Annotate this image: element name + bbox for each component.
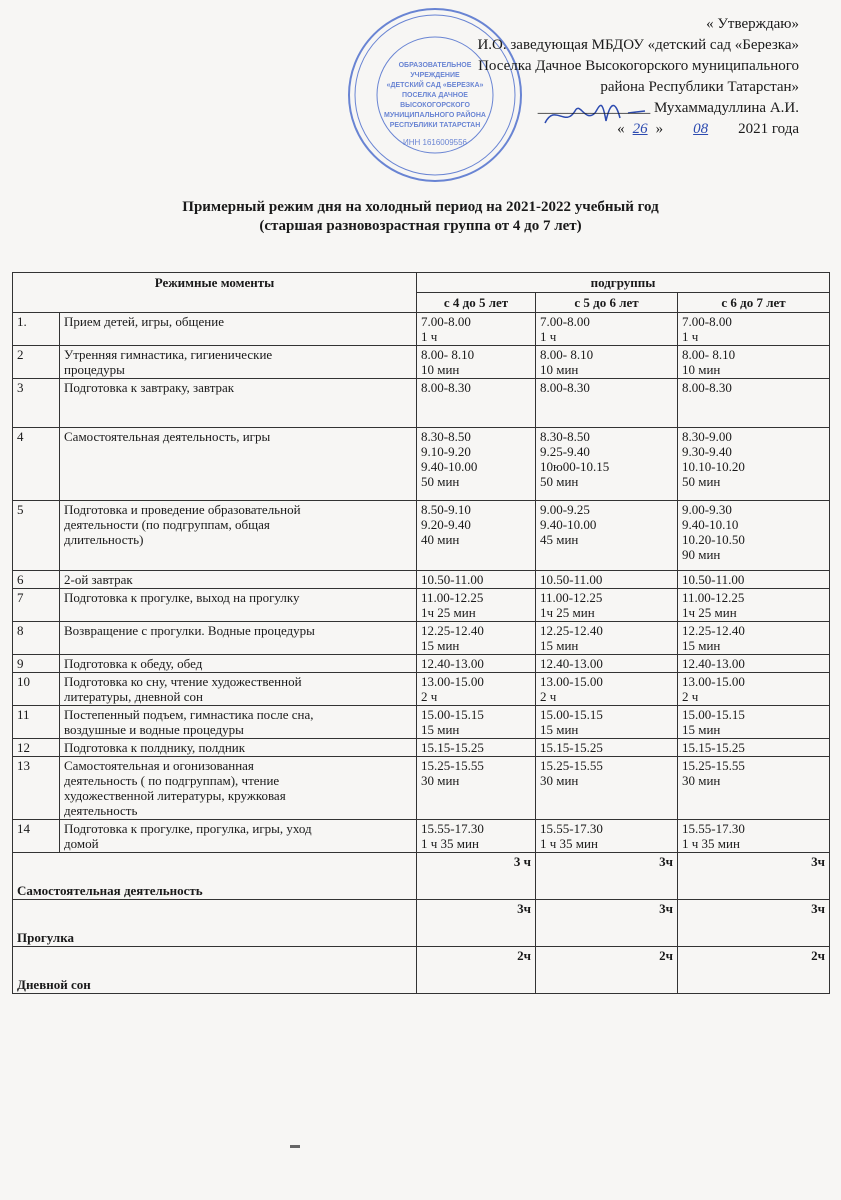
time-group-6-7: 13.00-15.00 2 ч: [678, 673, 830, 706]
row-number: 11: [13, 706, 60, 739]
title-line-1: Примерный режим дня на холодный период на 2021-2022 учебный год: [182, 199, 659, 215]
summary-label: Прогулка: [13, 900, 417, 947]
table-row: [13, 739, 830, 757]
time-group-5-6: 11.00-12.25 1ч 25 мин: [536, 589, 678, 622]
summary-value: 2ч: [417, 947, 536, 994]
time-group-5-6: 8.00- 8.10 10 мин: [536, 346, 678, 379]
scan-mark: ▬: [290, 1140, 300, 1151]
time-group-4-5: 8.30-8.50 9.10-9.20 9.40-10.00 50 мин: [417, 428, 536, 501]
svg-text:ВЫСОКОГОРСКОГО: ВЫСОКОГОРСКОГО: [400, 102, 470, 109]
time-group-6-7: 7.00-8.00 1 ч: [678, 313, 830, 346]
header-group-6-7: с 6 до 7 лет: [678, 293, 830, 313]
row-description: Самостоятельная и огонизованная деятельность ( по подгруппам), чтение художественной литературы, кружковая деятельность: [60, 757, 417, 820]
row-number: 8: [13, 622, 60, 655]
svg-text:ИНН 1616009556: ИНН 1616009556: [402, 138, 468, 147]
time-group-6-7: 8.30-9.00 9.30-9.40 10.10-10.20 50 мин: [678, 428, 830, 501]
row-number: 1.: [13, 313, 60, 346]
row-number: 5: [13, 501, 60, 571]
row-number: 14: [13, 820, 60, 853]
summary-value: 2ч: [536, 947, 678, 994]
time-group-6-7: 10.50-11.00: [678, 571, 830, 589]
table-row: [13, 346, 830, 379]
summary-row: [13, 853, 830, 900]
time-group-5-6: 15.15-15.25: [536, 739, 678, 757]
date-month: 08: [693, 121, 709, 137]
document-title: [0, 198, 841, 236]
time-group-4-5: 12.25-12.40 15 мин: [417, 622, 536, 655]
svg-text:УЧРЕЖДЕНИЕ: УЧРЕЖДЕНИЕ: [410, 72, 460, 79]
time-group-4-5: 12.40-13.00: [417, 655, 536, 673]
row-number: 4: [13, 428, 60, 501]
row-number: 10: [13, 673, 60, 706]
time-group-5-6: 8.00-8.30: [536, 379, 678, 428]
title-line-2: (старшая разновозрастная группа от 4 до 7 лет): [259, 218, 582, 234]
time-group-6-7: 15.00-15.15 15 мин: [678, 706, 830, 739]
summary-value: 3ч: [678, 853, 830, 900]
table-row: [13, 622, 830, 655]
daily-schedule-table: [12, 272, 830, 994]
row-description: Возвращение с прогулки. Водные процедуры: [60, 622, 417, 655]
time-group-6-7: 11.00-12.25 1ч 25 мин: [678, 589, 830, 622]
table-row: [13, 655, 830, 673]
date-quote-open: «: [617, 121, 625, 137]
approval-signatory: _______________ Мухаммадуллина А.И.: [537, 100, 799, 116]
approval-heading: « Утверждаю»: [706, 16, 799, 32]
table-row: [13, 820, 830, 853]
row-description: Самостоятельная деятельность, игры: [60, 428, 417, 501]
time-group-5-6: 15.00-15.15 15 мин: [536, 706, 678, 739]
header-subgroups: подгруппы: [417, 273, 830, 293]
row-description: Подготовка к прогулке, прогулка, игры, уход домой: [60, 820, 417, 853]
time-group-4-5: 15.25-15.55 30 мин: [417, 757, 536, 820]
row-number: 12: [13, 739, 60, 757]
time-group-5-6: 8.30-8.50 9.25-9.40 10ю00-10.15 50 мин: [536, 428, 678, 501]
time-group-4-5: 8.50-9.10 9.20-9.40 40 мин: [417, 501, 536, 571]
row-description: Подготовка к обеду, обед: [60, 655, 417, 673]
row-description: Утренняя гимнастика, гигиенические процедуры: [60, 346, 417, 379]
summary-value: 3ч: [536, 900, 678, 947]
time-group-6-7: 8.00- 8.10 10 мин: [678, 346, 830, 379]
approval-block: [477, 14, 799, 140]
time-group-5-6: 13.00-15.00 2 ч: [536, 673, 678, 706]
date-day: 26: [632, 121, 648, 137]
approval-region: района Республики Татарстан»: [600, 79, 799, 95]
row-description: Постепенный подъем, гимнастика после сна, воздушные и водные процедуры: [60, 706, 417, 739]
time-group-6-7: 12.40-13.00: [678, 655, 830, 673]
row-description: Подготовка и проведение образовательной деятельности (по подгруппам, общая длительность): [60, 501, 417, 571]
row-number: 6: [13, 571, 60, 589]
summary-label: Дневной сон: [13, 947, 417, 994]
table-row: [13, 571, 830, 589]
time-group-4-5: 8.00- 8.10 10 мин: [417, 346, 536, 379]
svg-text:«ДЕТСКИЙ САД «БЕРЕЗКА»: «ДЕТСКИЙ САД «БЕРЕЗКА»: [386, 82, 484, 89]
time-group-6-7: 9.00-9.30 9.40-10.10 10.20-10.50 90 мин: [678, 501, 830, 571]
table-row: [13, 428, 830, 501]
header-group-5-6: с 5 до 6 лет: [536, 293, 678, 313]
time-group-6-7: 15.15-15.25: [678, 739, 830, 757]
summary-value: 3ч: [678, 900, 830, 947]
table-row: [13, 379, 830, 428]
time-group-5-6: 10.50-11.00: [536, 571, 678, 589]
time-group-4-5: 15.15-15.25: [417, 739, 536, 757]
time-group-4-5: 8.00-8.30: [417, 379, 536, 428]
time-group-6-7: 15.25-15.55 30 мин: [678, 757, 830, 820]
table-row: [13, 673, 830, 706]
table-row: [13, 757, 830, 820]
time-group-4-5: 15.55-17.30 1 ч 35 мин: [417, 820, 536, 853]
row-description: Подготовка к завтраку, завтрак: [60, 379, 417, 428]
summary-value: 3 ч: [417, 853, 536, 900]
time-group-5-6: 9.00-9.25 9.40-10.00 45 мин: [536, 501, 678, 571]
time-group-5-6: 12.40-13.00: [536, 655, 678, 673]
table-row: [13, 313, 830, 346]
row-description: 2-ой завтрак: [60, 571, 417, 589]
time-group-6-7: 8.00-8.30: [678, 379, 830, 428]
time-group-4-5: 10.50-11.00: [417, 571, 536, 589]
approval-date: [477, 119, 799, 140]
svg-text:ОБРАЗОВАТЕЛЬНОЕ: ОБРАЗОВАТЕЛЬНОЕ: [398, 62, 472, 69]
table-row: [13, 501, 830, 571]
svg-text:МУНИЦИПАЛЬНОГО РАЙОНА: МУНИЦИПАЛЬНОГО РАЙОНА: [384, 112, 486, 119]
row-number: 7: [13, 589, 60, 622]
time-group-4-5: 15.00-15.15 15 мин: [417, 706, 536, 739]
approval-location: Поселка Дачное Высокогорского муниципального: [478, 58, 799, 74]
summary-row: [13, 947, 830, 994]
svg-text:ПОСЕЛКА ДАЧНОЕ: ПОСЕЛКА ДАЧНОЕ: [402, 92, 468, 99]
svg-text:РЕСПУБЛИКИ ТАТАРСТАН: РЕСПУБЛИКИ ТАТАРСТАН: [389, 122, 481, 129]
summary-value: 3ч: [536, 853, 678, 900]
row-description: Подготовка к прогулке, выход на прогулку: [60, 589, 417, 622]
summary-row: [13, 900, 830, 947]
date-quote-close: »: [655, 121, 664, 137]
time-group-6-7: 15.55-17.30 1 ч 35 мин: [678, 820, 830, 853]
summary-value: 2ч: [678, 947, 830, 994]
time-group-4-5: 11.00-12.25 1ч 25 мин: [417, 589, 536, 622]
time-group-4-5: 13.00-15.00 2 ч: [417, 673, 536, 706]
table-row: [13, 589, 830, 622]
summary-label: Самостоятельная деятельность: [13, 853, 417, 900]
time-group-5-6: 12.25-12.40 15 мин: [536, 622, 678, 655]
row-number: 13: [13, 757, 60, 820]
time-group-5-6: 7.00-8.00 1 ч: [536, 313, 678, 346]
row-description: Подготовка ко сну, чтение художественной литературы, дневной сон: [60, 673, 417, 706]
row-number: 9: [13, 655, 60, 673]
header-group-4-5: с 4 до 5 лет: [417, 293, 536, 313]
time-group-6-7: 12.25-12.40 15 мин: [678, 622, 830, 655]
time-group-5-6: 15.25-15.55 30 мин: [536, 757, 678, 820]
row-description: Подготовка к полднику, полдник: [60, 739, 417, 757]
time-group-4-5: 7.00-8.00 1 ч: [417, 313, 536, 346]
row-number: 3: [13, 379, 60, 428]
date-year: 2021 года: [738, 121, 799, 137]
header-moments: Режимные моменты: [13, 273, 417, 313]
row-number: 2: [13, 346, 60, 379]
summary-value: 3ч: [417, 900, 536, 947]
approval-position: И.О. заведующая МБДОУ «детский сад «Березка»: [477, 37, 799, 53]
time-group-5-6: 15.55-17.30 1 ч 35 мин: [536, 820, 678, 853]
row-description: Прием детей, игры, общение: [60, 313, 417, 346]
table-row: [13, 706, 830, 739]
